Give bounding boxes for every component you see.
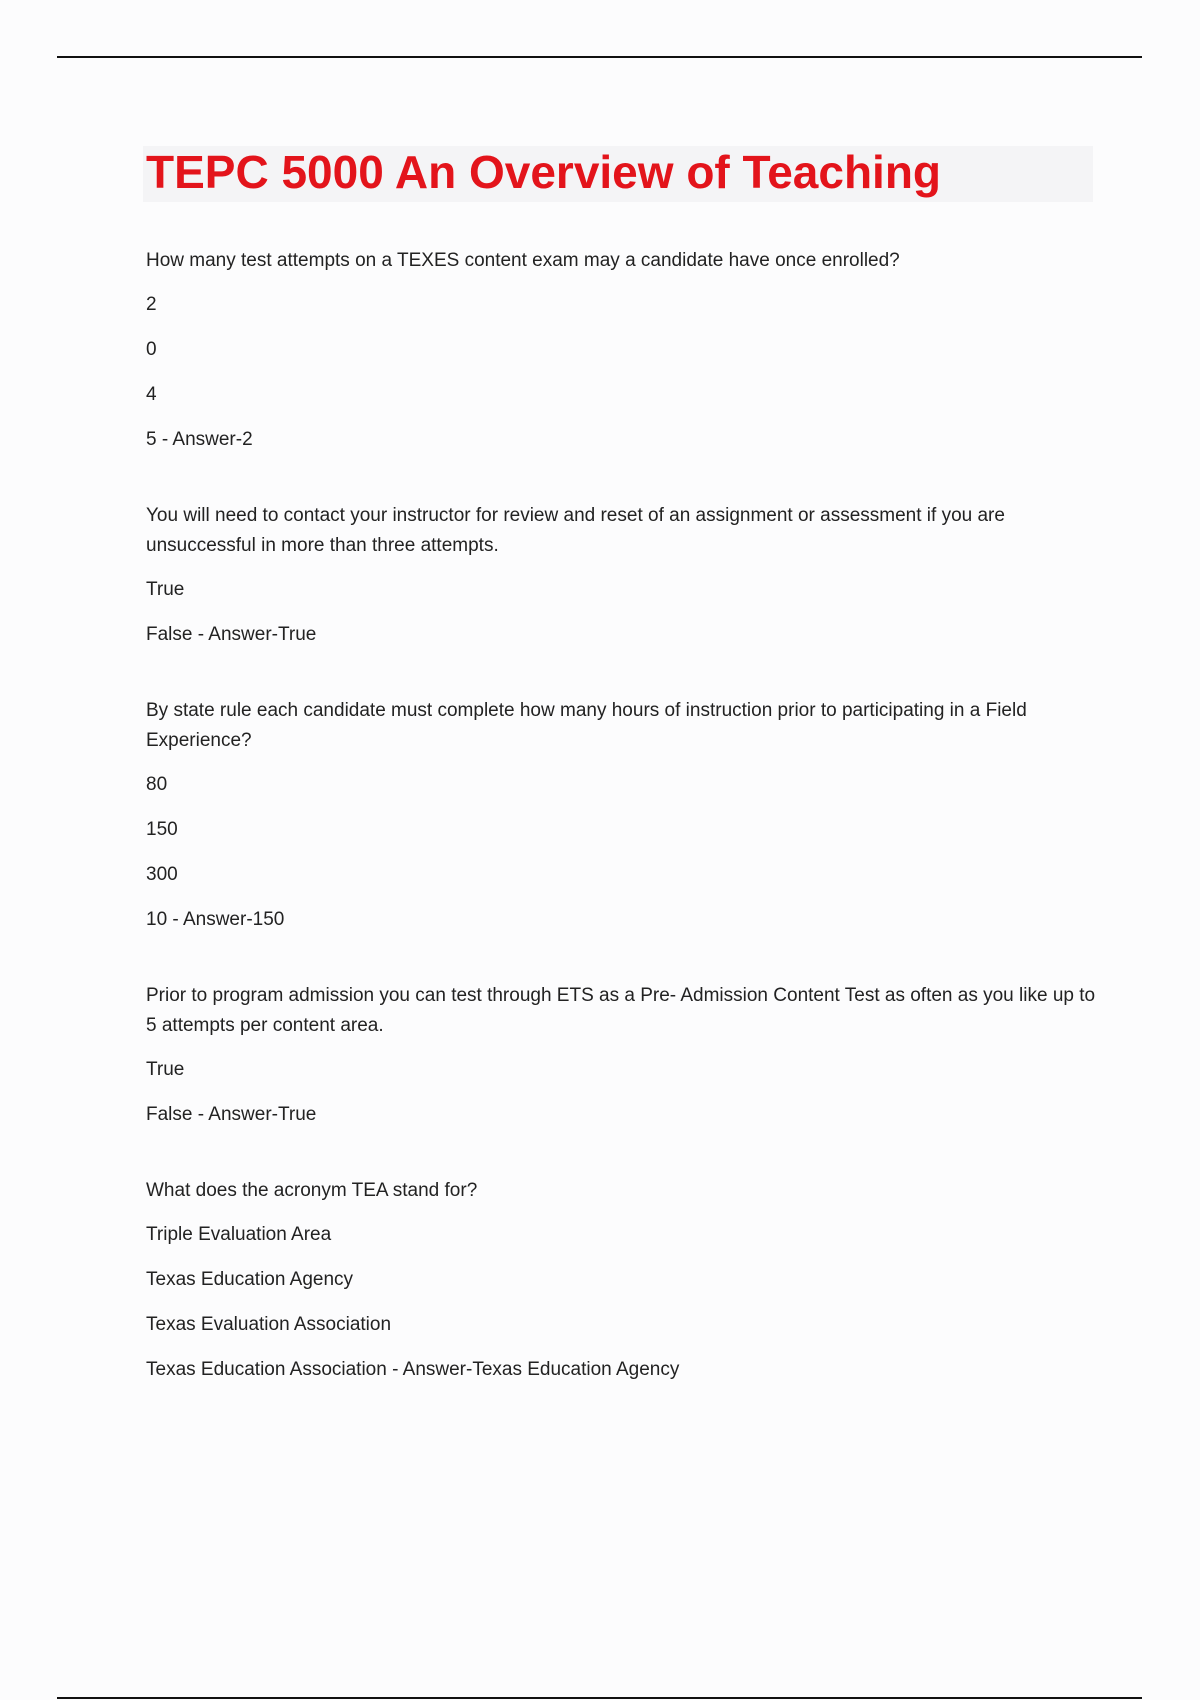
answer-option: Texas Education Association - Answer-Texas Education Agency — [146, 1359, 680, 1380]
answer-option: 5 - Answer-2 — [146, 429, 253, 450]
question-text: You will need to contact your instructor for review and reset of an assignment or assessment if you are unsuccessful in more than three attempts. — [146, 505, 1005, 556]
question-block-5 — [146, 1176, 1096, 1385]
question-list — [146, 246, 1096, 1431]
answer-option: True — [146, 579, 185, 600]
question-block-3 — [146, 696, 1096, 935]
answer-option: Triple Evaluation Area — [146, 1224, 332, 1245]
question-text: How many test attempts on a TEXES content exam may a candidate have once enrolled? — [146, 250, 900, 271]
answer-option: False - Answer-True — [146, 1104, 317, 1125]
question-block-4 — [146, 981, 1096, 1130]
answer-option: 300 — [146, 864, 178, 885]
question-text: By state rule each candidate must complete how many hours of instruction prior to participating in a Field Experience? — [146, 700, 1027, 751]
answer-option: 2 — [146, 294, 157, 315]
question-text: What does the acronym TEA stand for? — [146, 1180, 478, 1201]
footer-rule — [57, 1697, 1142, 1699]
question-block-1 — [146, 246, 1096, 455]
header-rule — [57, 56, 1142, 58]
answer-option: 4 — [146, 384, 157, 405]
answer-option: 0 — [146, 339, 157, 360]
answer-option: 10 - Answer-150 — [146, 909, 285, 930]
answer-option: 80 — [146, 774, 168, 795]
answer-option: Texas Evaluation Association — [146, 1314, 392, 1335]
answer-option: False - Answer-True — [146, 624, 317, 645]
question-text: Prior to program admission you can test through ETS as a Pre- Admission Content Test as often as you like up to 5 attempts per content area. — [146, 985, 1096, 1036]
answer-option: True — [146, 1059, 185, 1080]
document-title: TEPC 5000 An Overview of Teaching — [146, 146, 942, 198]
question-block-2 — [146, 501, 1096, 650]
answer-option: Texas Education Agency — [146, 1269, 354, 1290]
answer-option: 150 — [146, 819, 178, 840]
